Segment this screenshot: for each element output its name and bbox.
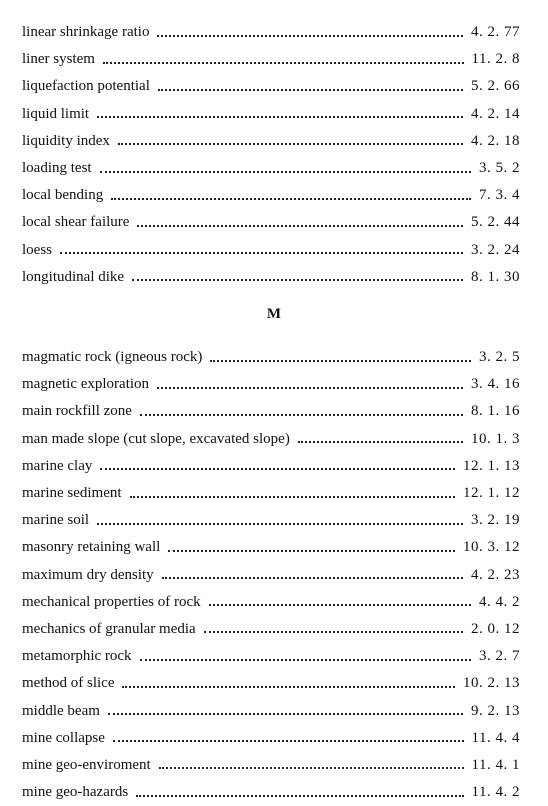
index-entry [22, 562, 520, 589]
leader-dots [157, 387, 463, 389]
leader-dots [204, 631, 463, 633]
entry-ref: 10. 3. 12 [463, 539, 520, 556]
entry-ref: 4. 2. 14 [471, 105, 520, 122]
leader-dots [60, 252, 463, 254]
entry-term: maximum dry density [22, 566, 154, 583]
leader-dots [210, 360, 471, 362]
entry-ref: 11. 2. 8 [471, 51, 520, 68]
entry-term: metamorphic rock [22, 648, 132, 665]
index-entry [22, 73, 520, 100]
entry-ref: 11. 4. 1 [471, 756, 520, 773]
entry-term: local bending [22, 187, 104, 204]
index-entry [22, 209, 520, 236]
leader-dots [140, 414, 463, 416]
entry-term: longitudinal dike [22, 268, 125, 285]
entry-ref: 2. 0. 12 [471, 620, 520, 637]
index-entry [22, 182, 520, 209]
index-entry [22, 371, 520, 398]
entry-ref: 7. 3. 4 [479, 187, 520, 204]
entry-term: marine soil [22, 512, 90, 529]
index-section-l [22, 19, 520, 291]
index-entry [22, 426, 520, 453]
leader-dots [159, 767, 464, 769]
leader-dots [132, 279, 463, 281]
entry-term: liner system [22, 51, 95, 68]
entry-term: linear shrinkage ratio [22, 24, 150, 41]
entry-ref: 4. 4. 2 [479, 593, 520, 610]
entry-term: middle beam [22, 702, 100, 719]
index-entry [22, 616, 520, 643]
entry-ref: 3. 2. 7 [479, 648, 520, 665]
index-entry [22, 155, 520, 182]
index-entry [22, 725, 520, 752]
leader-dots [158, 89, 463, 91]
leader-dots [209, 604, 471, 606]
entry-ref: 5. 2. 44 [471, 214, 520, 231]
entry-term: loading test [22, 160, 92, 177]
leader-dots [113, 740, 464, 742]
entry-term: masonry retaining wall [22, 539, 161, 556]
leader-dots [100, 468, 455, 470]
entry-ref: 10. 1. 3 [471, 430, 520, 447]
index-entry [22, 398, 520, 425]
leader-dots [137, 225, 463, 227]
entry-ref: 8. 1. 16 [471, 403, 520, 420]
index-entry [22, 534, 520, 561]
index-entry [22, 101, 520, 128]
index-entry [22, 643, 520, 670]
leader-dots [97, 116, 463, 118]
entry-term: mine collapse [22, 729, 105, 746]
entry-term: mechanical properties of rock [22, 593, 201, 610]
entry-term: marine sediment [22, 485, 122, 502]
index-entry [22, 128, 520, 155]
entry-term: mine geo-enviroment [22, 756, 151, 773]
entry-ref: 11. 4. 2 [471, 784, 520, 801]
index-entry [22, 19, 520, 46]
index-entry [22, 237, 520, 264]
index-entry [22, 344, 520, 371]
index-entry [22, 752, 520, 779]
leader-dots [168, 550, 455, 552]
section-header-m: M [266, 306, 282, 322]
entry-term: marine clay [22, 457, 93, 474]
entry-term: magmatic rock (igneous rock) [22, 349, 203, 366]
entry-ref: 12. 1. 13 [463, 457, 520, 474]
leader-dots [136, 795, 463, 797]
entry-term: liquefaction potential [22, 78, 150, 95]
leader-dots [103, 62, 464, 64]
entry-ref: 8. 1. 30 [471, 268, 520, 285]
leader-dots [157, 35, 463, 37]
leader-dots [140, 659, 471, 661]
index-entry [22, 779, 520, 806]
entry-term: mine geo-hazards [22, 784, 129, 801]
entry-term: liquidity index [22, 132, 110, 149]
entry-ref: 3. 2. 19 [471, 512, 520, 529]
entry-ref: 5. 2. 66 [471, 78, 520, 95]
index-entry [22, 670, 520, 697]
entry-ref: 3. 2. 24 [471, 241, 520, 258]
entry-ref: 4. 2. 18 [471, 132, 520, 149]
entry-ref: 3. 2. 5 [479, 349, 520, 366]
index-entry [22, 697, 520, 724]
leader-dots [162, 577, 463, 579]
index-section-m [22, 344, 520, 806]
entry-ref: 9. 2. 13 [471, 702, 520, 719]
entry-term: mechanics of granular media [22, 620, 196, 637]
entry-term: loess [22, 241, 52, 258]
leader-dots [122, 686, 455, 688]
leader-dots [130, 496, 455, 498]
entry-term: man made slope (cut slope, excavated slope) [22, 430, 290, 447]
leader-dots [97, 523, 463, 525]
entry-ref: 12. 1. 12 [463, 485, 520, 502]
leader-dots [108, 713, 463, 715]
leader-dots [298, 441, 463, 443]
index-entry [22, 46, 520, 73]
entry-ref: 4. 2. 23 [471, 566, 520, 583]
entry-ref: 11. 4. 4 [471, 729, 520, 746]
entry-ref: 3. 4. 16 [471, 376, 520, 393]
entry-term: magnetic exploration [22, 376, 150, 393]
index-entry [22, 589, 520, 616]
index-entry [22, 507, 520, 534]
entry-ref: 3. 5. 2 [479, 160, 520, 177]
entry-term: liquid limit [22, 105, 90, 122]
entry-term: local shear failure [22, 214, 130, 231]
index-entry [22, 264, 520, 291]
leader-dots [100, 171, 471, 173]
entry-term: method of slice [22, 675, 115, 692]
entry-ref: 4. 2. 77 [471, 24, 520, 41]
index-entry [22, 480, 520, 507]
entry-term: main rockfill zone [22, 403, 132, 420]
leader-dots [111, 198, 471, 200]
index-entry [22, 453, 520, 480]
leader-dots [118, 143, 463, 145]
entry-ref: 10. 2. 13 [463, 675, 520, 692]
